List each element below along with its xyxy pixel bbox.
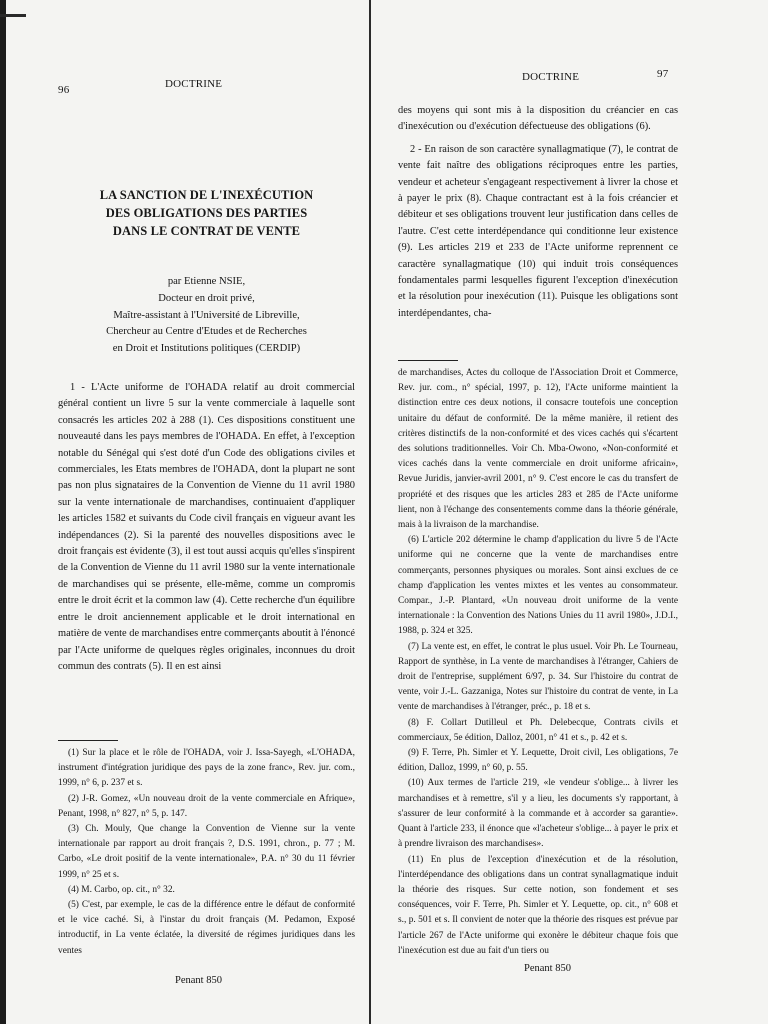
- paragraph: 1 - L'Acte uniforme de l'OHADA relatif au droit commercial général contient un livre 5 sur la vente commerciale à laquelle sont consacrés les articles 202 à 288 (1). Ces dispositions constituent une nouveauté dans les pays membres de l'OHADA. En effet, à l'exception notable du Sénégal qui s'est doté d'un Code des obligations civiles et commerciales, les Etats membres de l'OHADA, dont la plupart ne sont pas non plus signataires de la Convention de Vienne du 11 avril 1980 sur la vente internationale de marchandises, continuaient d'appliquer les articles 1582 et suivants du Code civil français en vigueur avant les indépendances (2). Si la parenté des nouvelles dispositions avec le droit français est évidente (3), il est tout aussi acquis qu'elles s'inspirent de la Convention de Vienne du 11 avril 1980 sur la vente internationale de marchandises qui se présente, elle-même, comme un compromis entre le droit écrit et la common law (4). Cette recherche d'un équilibre entre le droit anciennement applicable et le droit international en matière de vente de marchandises entre commerçants aboutit à l'énoncé par l'Acte uniforme de quelques règles originales, inconnues du droit commun des contrats (5). Il en est ainsi: [58, 382, 356, 672]
- footnote: (2) J-R. Gomez, «Un nouveau droit de la vente commerciale en Afrique», Penant, 1998, n° 827, n° 5, p. 147.: [58, 793, 355, 819]
- footnotes: [398, 366, 678, 959]
- footnote: (10) Aux termes de l'article 219, «le vendeur s'oblige... à livrer les marchandises et à remettre, s'il y a lieu, les documents s'y rapportant, à s'assurer de leur conformité à la commande et à accorder sa garantie». Quant à l'article 233, il énonce que «l'acheteur s'oblige... à payer le prix et à prendre livraison des marchandises».: [398, 778, 678, 850]
- footnote: (8) F. Collart Dutilleul et Ph. Delebecque, Contrats civils et commerciaux, 5e édition, Dalloz, 2001, n° 41 et s., p. 42 et s.: [398, 717, 678, 743]
- page-number: 97: [657, 68, 669, 80]
- footnote: (4) M. Carbo, op. cit., n° 32.: [68, 884, 175, 895]
- paragraph: 2 - En raison de son caractère synallagmatique (7), le contrat de vente fait naître des obligations réciproques entre les parties, vendeur et acheteur s'engageant respectivement à livrer la chose et à payer le prix (8). Chaque contractant est à la fois créancier et débiteur et ses obligations trouvent leur justification dans celles de l'autre. C'est cette interdépendance qui conditionne leur existence (9). Les articles 219 et 233 de l'Acte uniforme reprennent ce caractère synallagmatique (10) qui induit trois conséquences fondamentales parmi lesquelles figurent l'exception d'inexécution et la résolution pour inexécution (11). Puisque les obligations sont interdépendantes, cha-: [398, 143, 678, 319]
- author-line: Chercheur au Centre d'Etudes et de Recherches: [106, 326, 307, 338]
- title-line: DES OBLIGATIONS DES PARTIES: [105, 206, 308, 220]
- right-page: [398, 0, 678, 1024]
- title-line: LA SANCTION DE L'INEXÉCUTION: [99, 188, 314, 202]
- page-footer: Penant 850: [175, 975, 222, 986]
- left-page: [58, 0, 355, 1024]
- footnote: (7) La vente est, en effet, le contrat le plus usuel. Voir Ph. Le Tourneau, Rapport de synthèse, in La vente de marchandises à l'étranger, Cahiers de droit de l'entreprise, supplément 6/97, p. 34. Sur l'histoire du contrat de vente, voir J.-L. Gazzaniga, Notes sur l'histoire du contrat de vente, in La vente de marchandises à l'étranger, préc., p. 18 et s.: [398, 641, 678, 713]
- footnotes: [58, 746, 355, 959]
- footnote: (1) Sur la place et le rôle de l'OHADA, voir J. Issa-Sayegh, «L'OHADA, instrument d'intégration juridique des pays de la zone franc», Rev. jur. com., 1999, n° 6, p. 237 et s.: [58, 748, 355, 789]
- footnote: (11) En plus de l'exception d'inexécution et de la résolution, l'interdépendance des obligations dans un contrat synallagmatique induit la théorie des risques. Sur cette notion, son fondement et ses conséquences, voir F. Terre, Ph. Simler et Y. Lequette, op. cit., n° 608 et s., p. 501 et s. Il convient de noter que la théorie des risques est prévue par l'article 267 de l'Acte uniforme qui exonère le débiteur chaque fois que l'inexécution est due au fait d'un tiers ou: [398, 854, 678, 956]
- scan-smudge: [0, 14, 26, 17]
- page-number: 96: [58, 84, 70, 96]
- footnote-rule: [58, 740, 118, 741]
- title-line: DANS LE CONTRAT DE VENTE: [112, 224, 301, 238]
- footnote: (9) F. Terre, Ph. Simler et Y. Lequette, Droit civil, Les obligations, 7e édition, Dalloz, 1999, n° 60, p. 55.: [398, 748, 678, 774]
- page-footer: Penant 850: [524, 963, 571, 974]
- author-line: par Etienne NSIE,: [167, 276, 246, 287]
- article-title: [58, 186, 355, 240]
- footnote: (6) L'article 202 détermine le champ d'application du livre 5 de l'Acte uniforme qui ne concerne que la vente de marchandises entre commerçants, personnes physiques ou morales. Sont ainsi exclues de ce champ d'application les ventes mixtes et les ventes au consommateur. Compar., J.-P. Plantard, «Un nouveau droit uniforme de la vente internationale : la Convention des Nations Unies du 11 avril 1980», J.D.I., 1988, p. 324 et 325.: [398, 535, 678, 637]
- footnote: (3) Ch. Mouly, Que change la Convention de Vienne sur la vente internationale par rapport au droit français ?, D.S. 1991, chron., p. 77 ; M. Carbo, «Le droit positif de la vente internationale», P.A. n° 30 du 11 février 1999, n° 25 et s.: [58, 824, 355, 880]
- author-line: Docteur en droit privé,: [158, 292, 255, 304]
- paragraph: des moyens qui sont mis à la disposition du créancier en cas d'inexécution ou d'exécution défectueuse des obligations (6).: [398, 105, 678, 133]
- body-text: [398, 103, 678, 322]
- footnote-rule: [398, 360, 458, 361]
- running-head: DOCTRINE: [522, 71, 580, 83]
- author-line: Maître-assistant à l'Université de Libreville,: [113, 309, 300, 321]
- footnote: de marchandises, Actes du colloque de l'Association Droit et Commerce, Rev. jur. com., n° spécial, 1997, p. 12), l'Acte uniforme maintient la distinction entre ces deux notions, il consacre toutefois une conception unitaire du défaut de conformité. De la même manière, il retient des critères distinctifs de la non-conformité et des vices cachés qui s'écartent des solutions traditionnelles. Voir Ch. Mba-Owono, «Non-conformité et vices cachés dans la vente commerciale en droit uniforme africain», Revue Juridis, janvier-avril 2001, n° 9. C'est encore le cas du transfert de propriété et des risques que les articles 283 et 285 de l'Acte uniforme lient, non à l'échange des consentements comme dans la théorie générale, mais à la livraison de la marchandise.: [398, 368, 678, 531]
- page-gutter: [369, 0, 371, 1024]
- author-line: en Droit et Institutions politiques (CERDIP): [112, 343, 301, 355]
- running-head: DOCTRINE: [165, 78, 223, 90]
- scan-edge-shadow: [0, 0, 6, 1024]
- author-block: [58, 274, 355, 358]
- body-text: [58, 380, 355, 675]
- footnote: (5) C'est, par exemple, le cas de la différence entre le défaut de conformité et le vice caché. Si, à l'instar du droit français (M. Pedamon, Exposé introductif, in La vente éclatée, la diversité de régimes juridiques dans les ventes: [58, 900, 355, 956]
